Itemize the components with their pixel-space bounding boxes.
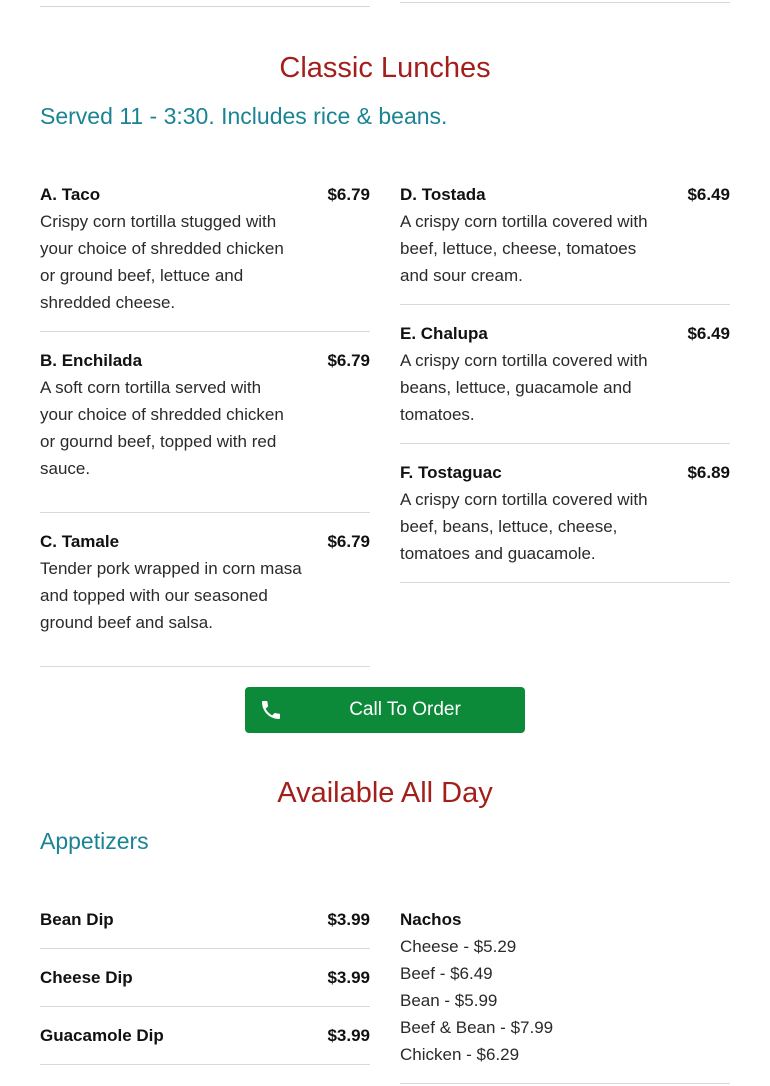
divider (40, 6, 370, 7)
item-name: D. Tostada (400, 185, 486, 204)
nachos-option: Beef & Bean - $7.99 (400, 1018, 554, 1037)
classic-lunches-right-column (400, 181, 730, 583)
item-name: F. Tostaguac (400, 463, 502, 482)
call-to-order-button[interactable] (245, 687, 525, 733)
item-price: $3.99 (327, 968, 370, 987)
menu-item (400, 459, 730, 583)
classic-lunches-subtitle: Served 11 - 3:30. Includes rice & beans. (40, 103, 448, 129)
item-price: $6.89 (687, 463, 730, 482)
nachos-option: Bean - $5.99 (400, 991, 498, 1010)
item-description: A crispy corn tortilla covered with beef, beans, lettuce, cheese, tomatoes and guacamole. (400, 490, 648, 563)
item-name: B. Enchilada (40, 351, 143, 370)
item-name: Cheese Dip (40, 968, 133, 987)
item-price: $3.99 (327, 910, 370, 929)
appetizers-left-column (40, 906, 370, 1065)
menu-item (400, 181, 730, 305)
menu-item (40, 964, 370, 1007)
phone-icon (259, 698, 283, 722)
section-title-classic-lunches: Classic Lunches (279, 52, 491, 84)
item-price: $6.49 (687, 324, 730, 343)
item-price: $6.79 (327, 351, 370, 370)
nachos-option: Cheese - $5.29 (400, 937, 517, 956)
menu-item (40, 906, 370, 949)
nachos-options (400, 933, 652, 1068)
appetizers-right-column (400, 906, 730, 1084)
nachos-option: Beef - $6.49 (400, 964, 493, 983)
classic-lunches-left-column (40, 181, 370, 667)
menu-item (40, 347, 370, 513)
nachos-option: Chicken - $6.29 (400, 1045, 520, 1064)
item-description: Tender pork wrapped in corn masa and topped with our seasoned ground beef and salsa. (40, 559, 302, 632)
menu-item (40, 528, 370, 667)
item-description: Crispy corn tortilla stugged with your choice of shredded chicken or ground beef, lettuce and shredded cheese. (40, 212, 284, 312)
divider (400, 2, 730, 3)
item-name: A. Taco (40, 185, 101, 204)
item-description: A crispy corn tortilla covered with beef, lettuce, cheese, tomatoes and sour cream. (400, 212, 648, 285)
item-description: A soft corn tortilla served with your choice of shredded chicken or gournd beef, topped with red sauce. (40, 378, 284, 478)
item-name: E. Chalupa (400, 324, 488, 343)
item-name: Bean Dip (40, 910, 114, 929)
menu-item (40, 181, 370, 332)
call-to-order-label: Call To Order (349, 699, 461, 720)
item-price: $3.99 (327, 1026, 370, 1045)
section-title-available-all-day: Available All Day (277, 777, 493, 809)
menu-item (40, 1022, 370, 1065)
menu-item-nachos (400, 906, 730, 1084)
item-description: A crispy corn tortilla covered with beans, lettuce, guacamole and tomatoes. (400, 351, 648, 424)
appetizers-heading: Appetizers (40, 828, 149, 854)
item-price: $6.79 (327, 185, 370, 204)
menu-item (400, 320, 730, 444)
item-name: C. Tamale (40, 532, 120, 551)
item-price: $6.79 (327, 532, 370, 551)
item-name: Nachos (400, 910, 462, 929)
item-name: Guacamole Dip (40, 1026, 164, 1045)
item-price: $6.49 (687, 185, 730, 204)
